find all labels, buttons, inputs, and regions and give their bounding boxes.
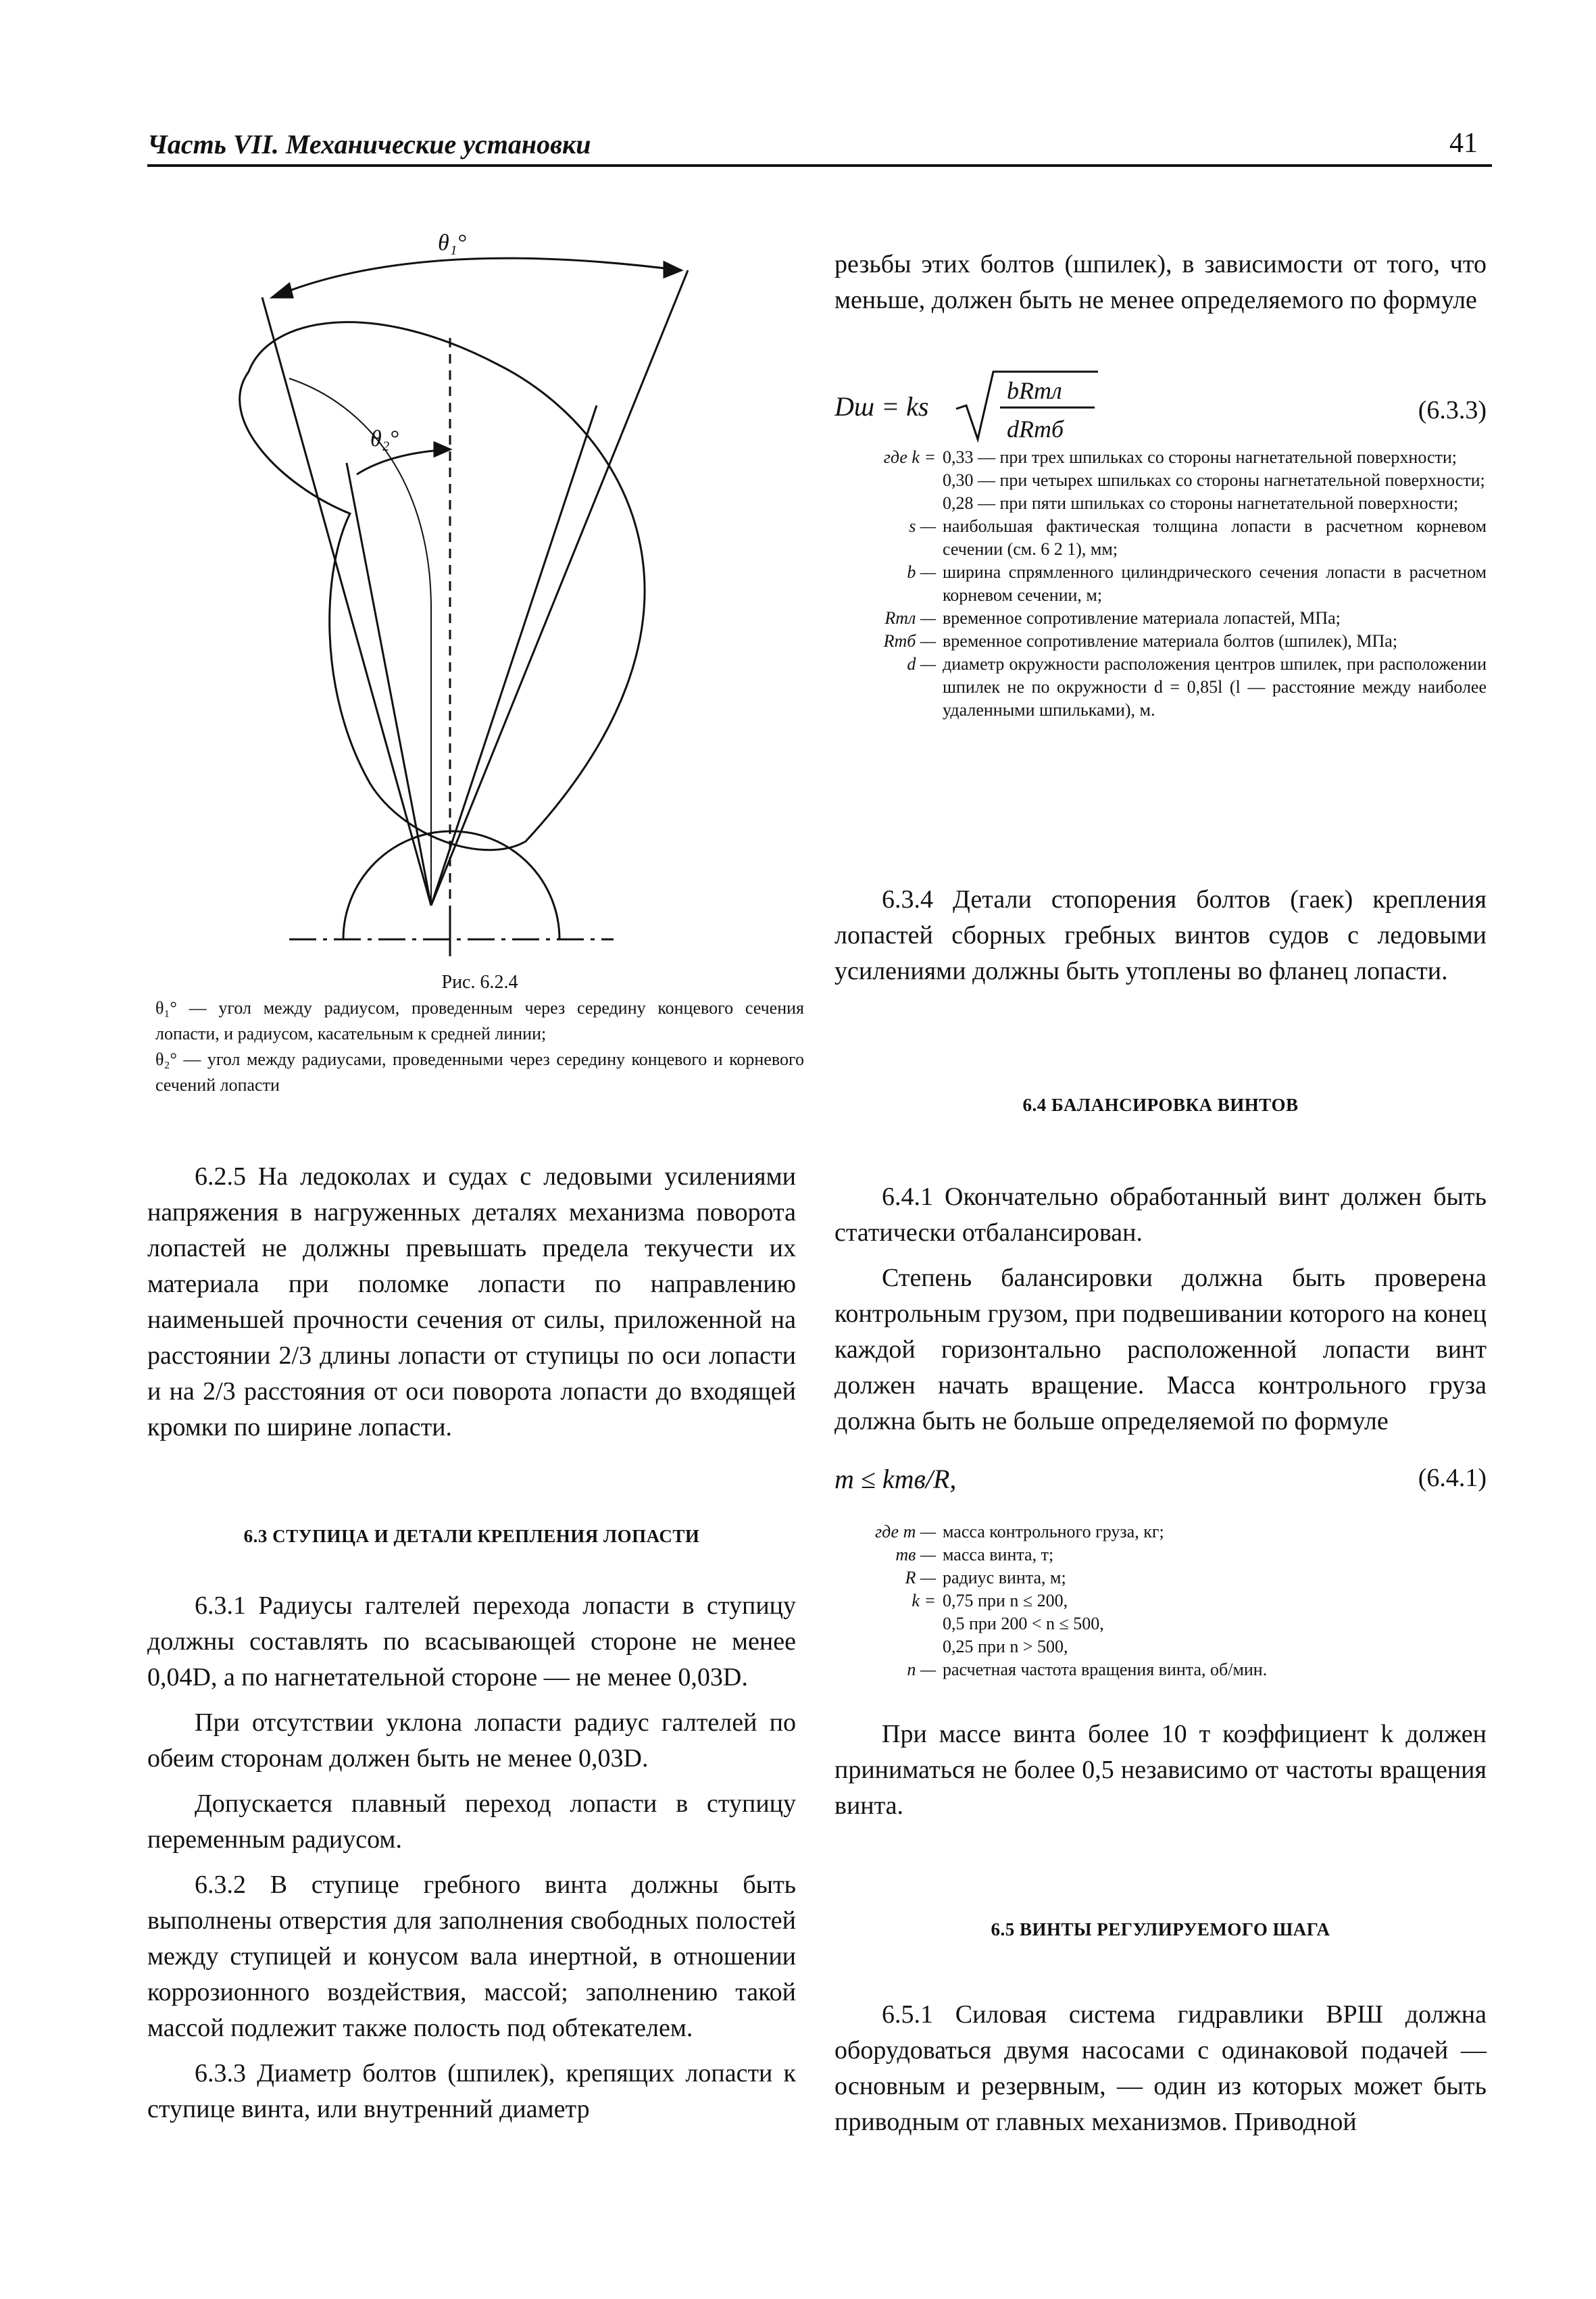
legend-key: n — <box>907 1660 936 1679</box>
paragraph-6-3-4: 6.3.4 Детали стопорения болтов (гаек) крепления лопастей сборных гребных винтов судов с ледовыми усилениями должны быть утоплены во фланец лопасти. <box>834 885 1487 985</box>
section-6-3-4 <box>834 882 1487 999</box>
legend-value: ширина спрямленного цилиндрического сечения лопасти в расчетном корневом сечении, м; <box>943 562 1487 605</box>
legend-row <box>834 1566 1487 1589</box>
legend-value: масса контрольного груза, кг; <box>943 1522 1164 1541</box>
paragraph-6-2-5: 6.2.5 На ледоколах и судах с ледовыми усилениями напряжения в нагруженных деталях механизма поворота лопастей не должны превышать предела текучести их материала при поломке лопасти по направлению наименьшей прочности сечения от силы, приложенной на расстоянии 2/3 длины лопасти от ступицы по оси лопасти и на 2/3 расстояния от оси поворота лопасти до входящей кромки по ширине лопасти. <box>147 1162 796 1441</box>
formula-6-3-3-svg <box>834 362 1240 456</box>
legend-value: 0,25 при n > 500, <box>943 1637 1068 1656</box>
paragraph-6-4-1-c: При массе винта более 10 т коэффициент k должен приниматься не более 0,5 независимо от частоты вращения винта. <box>834 1720 1487 1820</box>
section-6-4-1 <box>834 1179 1487 1449</box>
section-6-5-1 <box>834 1997 1487 2150</box>
formula-6-4-1-text: m ≤ kmв/R, <box>834 1464 957 1494</box>
radius-line-2 <box>431 270 688 906</box>
formula-numerator: bRmл <box>1007 377 1062 404</box>
section-6-2-5 <box>147 1159 796 1455</box>
legend-key: Rmб — <box>883 631 936 651</box>
theta1-arc <box>272 258 681 297</box>
figure-caption <box>155 970 804 1098</box>
legend-row <box>834 1521 1487 1543</box>
theta2-arrow-right <box>434 443 450 456</box>
legend-key: mв — <box>895 1545 936 1564</box>
theta1-arrow-left <box>272 284 293 297</box>
legend-value: 0,5 при 200 < n ≤ 500, <box>943 1614 1104 1633</box>
blade-outline <box>240 322 645 850</box>
legend-value: масса винта, т; <box>943 1545 1054 1564</box>
legend-row <box>834 492 1487 515</box>
section-6-3 <box>147 1588 796 2137</box>
paragraph-6-4-1: 6.4.1 Окончательно обработанный винт должен быть статически отбалансирован. <box>834 1183 1487 1247</box>
legend-key: Rmл — <box>884 608 936 628</box>
legend-row <box>834 446 1487 469</box>
legend-row <box>834 1658 1487 1681</box>
legend-value: 0,75 при n ≤ 200, <box>943 1591 1068 1610</box>
legend-6-4-1 <box>834 1521 1487 1681</box>
legend-row <box>834 653 1487 722</box>
legend-key <box>834 1612 943 1635</box>
page-number: 41 <box>1449 128 1478 159</box>
legend-value: временное сопротивление материала болтов (шпилек), МПа; <box>943 631 1398 651</box>
legend-value: диаметр окружности расположения центров шпилек, при расположении шпилек не по окружности d = 0,85l (l — расстояние между наиболее удаленными шпильками), м. <box>943 654 1487 720</box>
paragraph-6-3-3: 6.3.3 Диаметр болтов (шпилек), крепящих лопасти к ступице винта, или внутренний диаметр <box>147 2059 796 2123</box>
legend-key <box>834 469 943 492</box>
running-header-title: Часть VII. Механические установки <box>147 129 591 159</box>
heading-6-3: 6.3 СТУПИЦА И ДЕТАЛИ КРЕПЛЕНИЯ ЛОПАСТИ <box>243 1526 700 1546</box>
paragraph-6-3-1-b: При отсутствии уклона лопасти радиус галтелей по обеим сторонам должен быть не менее 0,03D. <box>147 1708 796 1773</box>
paragraph-6-3-1-c: Допускается плавный переход лопасти в ступицу переменным радиусом. <box>147 1789 796 1854</box>
legend-key: d — <box>907 654 936 674</box>
section-6-4-1-c <box>834 1716 1487 1833</box>
caption-theta1: θ₁° — угол между радиусом, проведенным через середину концевого сечения лопасти, и радиусом, касательным к средней линии; <box>155 998 804 1043</box>
legend-row <box>834 1589 1487 1612</box>
legend-value: наибольшая фактическая толщина лопасти в расчетном корневом сечении (см. 6 2 1), мм; <box>943 516 1487 559</box>
section-6-3-3-cont <box>834 247 1487 328</box>
legend-value: 0,28 — при пяти шпильках со стороны нагнетательной поверхности; <box>943 493 1459 513</box>
theta1-label: θ₁° <box>438 230 467 255</box>
legend-value: временное сопротивление материала лопастей, МПа; <box>943 608 1341 628</box>
radius-line-3 <box>347 463 431 906</box>
legend-row <box>834 469 1487 492</box>
legend-key <box>834 1635 943 1658</box>
legend-row <box>834 515 1487 561</box>
paragraph-6-3-2: 6.3.2 В ступице гребного винта должны быть выполнены отверстия для заполнения свободных полостей между ступицей и конусом вала инертной, в отношении коррозионного воздействия, массой; заполнению такой массой подлежит также полость под обтекателем. <box>147 1871 796 2042</box>
legend-key: где m — <box>874 1522 936 1541</box>
legend-row <box>834 630 1487 653</box>
legend-key: b — <box>907 562 936 582</box>
legend-value: 0,33 — при трех шпильках со стороны нагнетательной поверхности; <box>943 447 1457 467</box>
theta2-label: θ₂° <box>370 426 399 451</box>
formula-6-4-1-number: (6.4.1) <box>1418 1464 1487 1492</box>
heading-6-4: 6.4 БАЛАНСИРОВКА ВИНТОВ <box>1022 1095 1299 1115</box>
paragraph-6-3-3-cont: резьбы этих болтов (шпилек), в зависимости от того, что меньше, должен быть не менее определяемого по формуле <box>834 250 1487 314</box>
blade-diagram-svg <box>147 230 796 960</box>
formula-6-3-3-number: (6.3.3) <box>1418 396 1487 424</box>
caption-theta2: θ₂° — угол между радиусами, проведенными через середину концевого и корневого сечений лопасти <box>155 1049 804 1095</box>
legend-row <box>834 1612 1487 1635</box>
legend-row <box>834 1543 1487 1566</box>
legend-value: 0,30 — при четырех шпильках со стороны нагнетательной поверхности; <box>943 470 1485 490</box>
legend-key: k = <box>912 1591 936 1610</box>
paragraph-6-3-1: 6.3.1 Радиусы галтелей перехода лопасти в ступицу должны составлять по всасывающей стороне не менее 0,04D, а по нагнетательной стороне — не менее 0,03D. <box>147 1591 796 1691</box>
radius-line-1 <box>262 297 431 906</box>
header-rule <box>147 164 1492 167</box>
legend-key: s — <box>909 516 936 536</box>
legend-6-3-3 <box>834 446 1487 722</box>
legend-row <box>834 1635 1487 1658</box>
formula-lhs: Dш = ks <box>834 391 929 422</box>
formula-denominator: dRmб <box>1007 416 1064 443</box>
formula-6-4-1 <box>834 1463 1487 1504</box>
paragraph-6-5-1: 6.5.1 Силовая система гидравлики ВРШ должна оборудоваться двумя насосами с одинаковой подачей — основным и резервным, — один из которых может быть приводным от главных механизмов. Приводной <box>834 2000 1487 2136</box>
legend-value: расчетная частота вращения винта, об/мин. <box>943 1660 1268 1679</box>
theta1-arrow-right <box>664 262 681 277</box>
legend-row <box>834 607 1487 630</box>
heading-6-5: 6.5 ВИНТЫ РЕГУЛИРУЕМОГО ШАГА <box>991 1919 1330 1939</box>
legend-key <box>834 492 943 515</box>
figure-number: Рис. 6.2.4 <box>441 972 518 993</box>
legend-key: где k = <box>883 447 936 467</box>
propeller-blade-figure <box>147 230 796 960</box>
legend-key: R — <box>905 1568 936 1587</box>
paragraph-6-4-1-b: Степень балансировки должна быть проверена контрольным грузом, при подвешивании которого на конец каждой горизонтально расположенной лопасти винт должен начать вращение. Масса контрольного груза должна быть не больше определяемой по формуле <box>834 1264 1487 1435</box>
legend-row <box>834 561 1487 607</box>
legend-value: радиус винта, м; <box>943 1568 1066 1587</box>
